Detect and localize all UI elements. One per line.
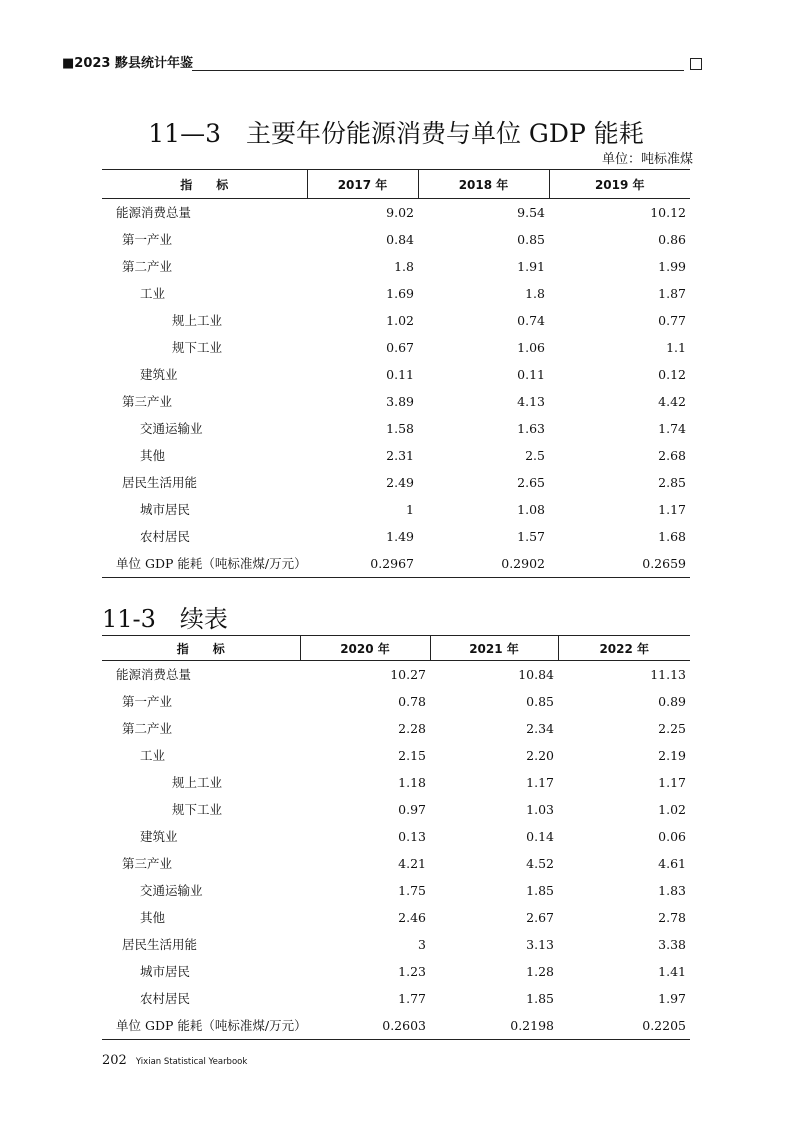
table-row: [102, 523, 690, 550]
value-cell: 1: [406, 502, 414, 517]
value-cell: 1.77: [398, 991, 426, 1006]
value-cell: 1.17: [526, 775, 554, 790]
value-cell: 0.11: [386, 367, 414, 382]
value-cell: 0.11: [517, 367, 545, 382]
value-cell: 0.2659: [642, 556, 686, 571]
indicator-label: 单位 GDP 能耗（吨标准煤/万元）: [116, 1018, 307, 1033]
value-cell: 1.74: [658, 421, 686, 436]
value-cell: 1.85: [526, 991, 554, 1006]
table-header-row: [102, 636, 690, 661]
value-cell: 1.91: [517, 259, 545, 274]
page-number: 202: [102, 1053, 127, 1068]
table-row: [102, 688, 690, 715]
value-cell: 0.85: [526, 694, 554, 709]
value-cell: 0.97: [398, 802, 426, 817]
value-cell: 10.12: [650, 205, 686, 220]
indicator-label: 其他: [140, 910, 166, 925]
table-row: [102, 550, 690, 578]
page-title: 11—3 主要年份能源消费与单位 GDP 能耗: [148, 119, 644, 148]
value-cell: 2.46: [398, 910, 426, 925]
value-cell: 1.69: [386, 286, 414, 301]
value-cell: 1.8: [394, 259, 414, 274]
value-cell: 1.68: [658, 529, 686, 544]
indicator-label: 工业: [140, 748, 166, 763]
value-cell: 1.17: [658, 502, 686, 517]
table-row: [102, 661, 690, 689]
value-cell: 3.38: [658, 937, 686, 952]
table-row: [102, 442, 690, 469]
indicator-label: 规下工业: [172, 340, 223, 355]
value-cell: 1.87: [658, 286, 686, 301]
column-header-year: 2018 年: [418, 170, 549, 199]
value-cell: 0.14: [526, 829, 554, 844]
table-row: [102, 985, 690, 1012]
value-cell: 0.12: [658, 367, 686, 382]
table-row: [102, 469, 690, 496]
indicator-label: 工业: [140, 286, 166, 301]
value-cell: 2.67: [526, 910, 554, 925]
indicator-label: 居民生活用能: [122, 475, 198, 490]
continued-table-title: 11-3 续表: [102, 605, 228, 633]
unit-label: 单位：吨标准煤: [601, 152, 693, 167]
value-cell: 1.83: [658, 883, 686, 898]
table-row: [102, 823, 690, 850]
table-row: [102, 931, 690, 958]
column-header-year: 2019 年: [549, 170, 690, 199]
value-cell: 1.8: [525, 286, 545, 301]
table-row: [102, 904, 690, 931]
value-cell: 2.85: [658, 475, 686, 490]
value-cell: 0.2902: [501, 556, 545, 571]
indicator-label: 城市居民: [140, 502, 191, 517]
indicator-label: 单位 GDP 能耗（吨标准煤/万元）: [116, 556, 307, 571]
indicator-label: 居民生活用能: [122, 937, 198, 952]
indicator-label: 规上工业: [172, 313, 223, 328]
value-cell: 0.74: [517, 313, 545, 328]
indicator-label: 农村居民: [140, 991, 191, 1006]
indicator-label: 第三产业: [122, 856, 173, 871]
value-cell: 10.27: [390, 667, 426, 682]
value-cell: 4.13: [517, 394, 545, 409]
value-cell: 2.34: [526, 721, 554, 736]
value-cell: 2.68: [658, 448, 686, 463]
table-row: [102, 199, 690, 227]
value-cell: 0.2967: [370, 556, 414, 571]
column-header-indicator: 指 标: [176, 641, 225, 656]
indicator-label: 第三产业: [122, 394, 173, 409]
table-row: [102, 715, 690, 742]
value-cell: 1.57: [517, 529, 545, 544]
value-cell: 1.02: [386, 313, 414, 328]
value-cell: 3: [418, 937, 426, 952]
table-row: [102, 850, 690, 877]
table-row: [102, 877, 690, 904]
table-row: [102, 769, 690, 796]
header-corner-box: [690, 58, 702, 70]
table-row: [102, 280, 690, 307]
value-cell: 1.49: [386, 529, 414, 544]
page-footer: [102, 1049, 247, 1068]
indicator-label: 规下工业: [172, 802, 223, 817]
indicator-label: 城市居民: [140, 964, 191, 979]
indicator-label: 规上工业: [172, 775, 223, 790]
value-cell: 4.21: [398, 856, 426, 871]
value-cell: 1.41: [658, 964, 686, 979]
value-cell: 9.02: [386, 205, 414, 220]
value-cell: 1.63: [517, 421, 545, 436]
value-cell: 0.77: [658, 313, 686, 328]
value-cell: 0.84: [386, 232, 414, 247]
value-cell: 10.84: [518, 667, 554, 682]
value-cell: 1.75: [398, 883, 426, 898]
value-cell: 1.18: [398, 775, 426, 790]
value-cell: 1.08: [517, 502, 545, 517]
value-cell: 0.67: [386, 340, 414, 355]
value-cell: 2.49: [386, 475, 414, 490]
value-cell: 2.20: [526, 748, 554, 763]
indicator-label: 能源消费总量: [116, 667, 192, 682]
energy-table-2020-2022: [102, 635, 690, 1040]
value-cell: 2.65: [517, 475, 545, 490]
value-cell: 1.03: [526, 802, 554, 817]
value-cell: 4.42: [658, 394, 686, 409]
value-cell: 0.2603: [382, 1018, 426, 1033]
indicator-label: 交通运输业: [140, 421, 203, 436]
value-cell: 0.85: [517, 232, 545, 247]
header-rule: [192, 70, 684, 71]
value-cell: 2.78: [658, 910, 686, 925]
column-header-year: 2020 年: [300, 636, 430, 661]
table-row: [102, 307, 690, 334]
table-row: [102, 496, 690, 523]
column-header-year: 2022 年: [558, 636, 690, 661]
indicator-label: 农村居民: [140, 529, 191, 544]
value-cell: 3.89: [386, 394, 414, 409]
indicator-label: 第一产业: [122, 232, 173, 247]
running-header: [62, 56, 702, 74]
table-row: [102, 742, 690, 769]
yearbook-header-title: ■2023 黟县统计年鉴: [62, 56, 193, 71]
table-row: [102, 253, 690, 280]
value-cell: 1.99: [658, 259, 686, 274]
column-header-indicator: 指 标: [180, 177, 229, 192]
indicator-label: 第一产业: [122, 694, 173, 709]
indicator-label: 其他: [140, 448, 166, 463]
indicator-label: 第二产业: [122, 721, 173, 736]
value-cell: 0.89: [658, 694, 686, 709]
value-cell: 0.06: [658, 829, 686, 844]
value-cell: 1.17: [658, 775, 686, 790]
value-cell: 0.86: [658, 232, 686, 247]
table-row: [102, 958, 690, 985]
value-cell: 4.61: [658, 856, 686, 871]
value-cell: 1.1: [666, 340, 686, 355]
value-cell: 2.15: [398, 748, 426, 763]
value-cell: 2.25: [658, 721, 686, 736]
table-row: [102, 415, 690, 442]
value-cell: 1.23: [398, 964, 426, 979]
value-cell: 0.2198: [510, 1018, 554, 1033]
value-cell: 2.31: [386, 448, 414, 463]
indicator-label: 交通运输业: [140, 883, 203, 898]
value-cell: 0.2205: [642, 1018, 686, 1033]
indicator-label: 建筑业: [140, 829, 178, 844]
indicator-label: 建筑业: [140, 367, 178, 382]
value-cell: 0.13: [398, 829, 426, 844]
value-cell: 11.13: [650, 667, 686, 682]
value-cell: 3.13: [526, 937, 554, 952]
value-cell: 1.06: [517, 340, 545, 355]
table-header-row: [102, 170, 690, 199]
value-cell: 2.28: [398, 721, 426, 736]
column-header-year: 2021 年: [430, 636, 558, 661]
value-cell: 1.97: [658, 991, 686, 1006]
indicator-label: 能源消费总量: [116, 205, 192, 220]
value-cell: 2.19: [658, 748, 686, 763]
table-row: [102, 1012, 690, 1040]
table-row: [102, 334, 690, 361]
table-row: [102, 361, 690, 388]
value-cell: 1.28: [526, 964, 554, 979]
column-header-year: 2017 年: [307, 170, 418, 199]
table-row: [102, 796, 690, 823]
table-row: [102, 226, 690, 253]
energy-table-2017-2019: [102, 169, 690, 578]
value-cell: 0.78: [398, 694, 426, 709]
indicator-label: 第二产业: [122, 259, 173, 274]
value-cell: 1.85: [526, 883, 554, 898]
value-cell: 1.02: [658, 802, 686, 817]
value-cell: 9.54: [517, 205, 545, 220]
table-row: [102, 388, 690, 415]
value-cell: 2.5: [525, 448, 545, 463]
value-cell: 4.52: [526, 856, 554, 871]
publication-name: Yixian Statistical Yearbook: [135, 1057, 248, 1067]
value-cell: 1.58: [386, 421, 414, 436]
